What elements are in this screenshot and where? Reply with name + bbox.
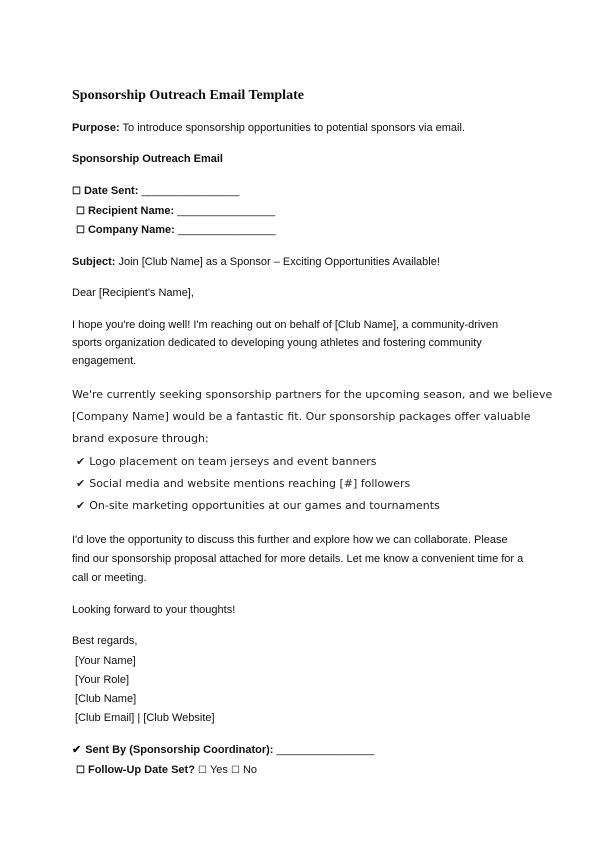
paragraph-1-line: I hope you're doing well! I'm reaching out on behalf of [Club Name], a community-driven <box>72 319 499 331</box>
date-sent-field <box>72 184 239 199</box>
recipient-name-field <box>76 204 275 219</box>
paragraph-1-line: engagement. <box>72 355 137 367</box>
paragraph-3-line: call or meeting. <box>72 572 147 584</box>
list-item <box>76 477 410 491</box>
signature-regards: Best regards, <box>72 635 138 647</box>
paragraph-3-line: find our sponsorship proposal attached for more details. Let me know a convenient time for a <box>72 553 524 565</box>
recipient-name-label: Recipient Name: <box>87 205 175 217</box>
sent-by-field <box>72 743 374 757</box>
signature-line: [Your Role] <box>75 674 130 686</box>
subject-text: Join [Club Name] as a Sponsor – Exciting Opportunities Available! <box>115 256 440 268</box>
checkbox-icon: ☐ <box>72 186 81 197</box>
signature-line: [Your Name] <box>75 655 136 667</box>
paragraph-2-line: We're currently seeking sponsorship partners for the upcoming season, and we believe <box>72 388 553 401</box>
yes-checkbox-icon: ☐ <box>197 765 207 776</box>
check-icon: ✔ <box>76 455 86 468</box>
checkbox-icon: ☐ <box>76 225 85 236</box>
follow-up-label: Follow-Up Date Set? <box>87 764 195 776</box>
closing-line: Looking forward to your thoughts! <box>72 604 236 616</box>
list-item <box>76 455 376 469</box>
sent-by-blank: ________________ <box>276 744 375 756</box>
greeting: Dear [Recipient's Name], <box>72 287 194 299</box>
purpose-label: Purpose: <box>72 122 120 134</box>
list-item-text: On-site marketing opportunities at our games and tournaments <box>89 499 440 512</box>
no-checkbox-icon: ☐ <box>230 765 240 776</box>
list-item-text: Social media and website mentions reaching [#] followers <box>89 477 411 490</box>
checkbox-icon: ☐ <box>76 765 85 776</box>
paragraph-3-line: I'd love the opportunity to discuss this further and explore how we can collaborate. Please <box>72 534 508 546</box>
paragraph-2-line: brand exposure through: <box>72 432 209 445</box>
document-title: Sponsorship Outreach Email Template <box>72 88 304 103</box>
no-option-label: No <box>242 764 257 776</box>
yes-option-label: Yes <box>209 764 228 776</box>
company-name-blank: ________________ <box>177 224 276 236</box>
follow-up-field <box>76 763 257 778</box>
list-item <box>76 499 440 513</box>
date-sent-label: Date Sent: <box>83 185 139 197</box>
recipient-name-blank: ________________ <box>177 205 276 217</box>
company-name-label: Company Name: <box>87 224 175 236</box>
purpose-text: To introduce sponsorship opportunities to potential sponsors via email. <box>119 122 465 134</box>
subject-label: Subject: <box>72 256 116 268</box>
company-name-field <box>76 223 276 238</box>
paragraph-1-line: sports organization dedicated to developing young athletes and fostering community <box>72 337 482 349</box>
purpose-line <box>72 121 465 135</box>
list-item-text: Logo placement on team jerseys and event banners <box>89 455 377 468</box>
date-sent-blank: ________________ <box>141 185 240 197</box>
sent-by-label: Sent By (Sponsorship Coordinator): <box>85 744 274 756</box>
check-icon: ✔ <box>76 499 86 512</box>
section-heading: Sponsorship Outreach Email <box>72 153 223 165</box>
signature-line: [Club Name] <box>75 693 137 705</box>
paragraph-2-line: [Company Name] would be a fantastic fit. Our sponsorship packages offer valuable <box>72 410 531 423</box>
checkbox-icon: ☐ <box>76 206 85 217</box>
subject-line <box>72 255 440 269</box>
signature-line: [Club Email] | [Club Website] <box>75 712 215 724</box>
check-icon: ✔ <box>72 744 82 756</box>
check-icon: ✔ <box>76 477 86 490</box>
